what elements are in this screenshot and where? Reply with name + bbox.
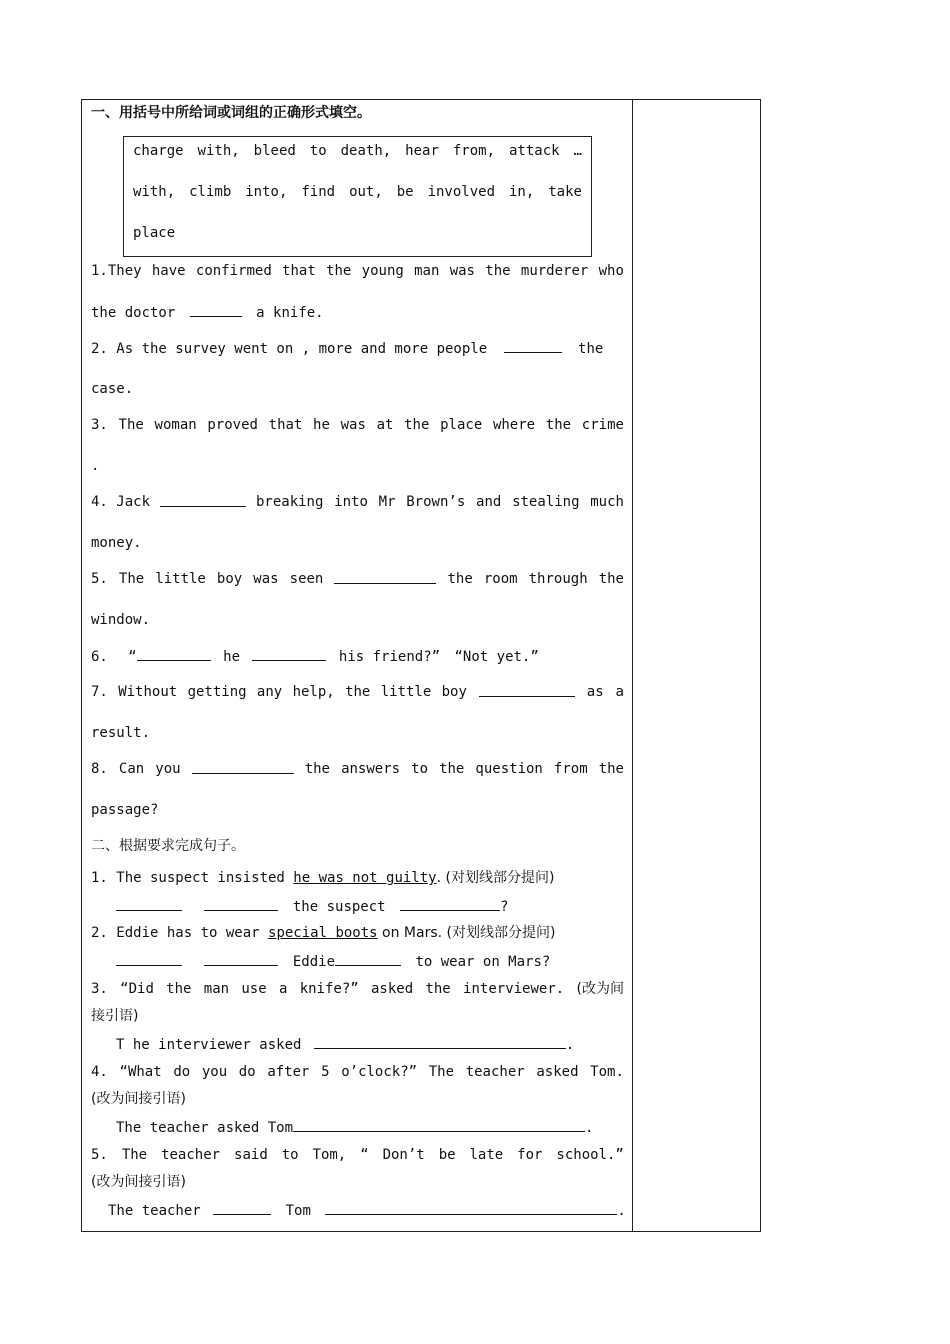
question-3-line-1 bbox=[91, 415, 624, 435]
sentence-3-answer-line bbox=[116, 1034, 574, 1055]
q8-word: you bbox=[155, 761, 181, 777]
q6-word: he bbox=[223, 649, 241, 665]
sentence-1-line-1 bbox=[91, 868, 554, 888]
sentence-2-answer-line bbox=[116, 951, 550, 972]
part2-heading: 二、根据要求完成句子。 bbox=[91, 838, 245, 854]
word-bank-word: in, bbox=[508, 184, 535, 200]
q3-word: was bbox=[340, 417, 366, 433]
q8-word: the bbox=[304, 761, 330, 777]
s5-word: be bbox=[438, 1147, 456, 1163]
sentence-5-line-1 bbox=[91, 1145, 624, 1165]
word-bank-line-1 bbox=[133, 141, 582, 161]
s4-word: 5 bbox=[321, 1064, 330, 1080]
q4-word: and bbox=[476, 494, 502, 510]
q4-text-b bbox=[256, 492, 624, 512]
q8-word: the bbox=[439, 761, 465, 777]
q4-word: into bbox=[334, 494, 368, 510]
q3-word: The bbox=[118, 417, 144, 433]
q7-blank[interactable] bbox=[479, 682, 575, 697]
s5-word: Tom, bbox=[312, 1147, 347, 1163]
word-bank-word: from, bbox=[452, 143, 496, 159]
part1-heading: 一、用括号中所给词或词组的正确形式填空。 bbox=[91, 105, 371, 121]
q8-word: the bbox=[598, 761, 624, 777]
q1-word: that bbox=[282, 263, 316, 279]
q8-word: Can bbox=[118, 761, 145, 777]
q5-word: was bbox=[253, 571, 279, 587]
word-bank-word: take bbox=[548, 184, 582, 200]
q4-word: Brown’s bbox=[406, 494, 466, 510]
word-bank-word: climb bbox=[189, 184, 232, 200]
s5-word: “ bbox=[360, 1147, 369, 1163]
s1-blank-1[interactable] bbox=[116, 896, 182, 911]
q1-word: the bbox=[326, 263, 352, 279]
q8-word: question bbox=[475, 761, 543, 777]
s4-word: “What bbox=[119, 1064, 162, 1080]
s3-word: (改为间 bbox=[576, 981, 624, 997]
word-bank-word: bleed bbox=[253, 143, 296, 159]
s2-underlined: special boots bbox=[268, 925, 378, 941]
s4-word: do bbox=[173, 1064, 191, 1080]
q1-blank[interactable] bbox=[190, 302, 242, 317]
s4-word: The bbox=[428, 1064, 455, 1080]
s4-word: 4. bbox=[91, 1064, 108, 1080]
q6-quote: “ bbox=[128, 649, 137, 665]
sentence-1-answer-line bbox=[116, 896, 508, 917]
q4-word: Mr bbox=[378, 494, 396, 510]
q2-text-b: the bbox=[578, 341, 604, 357]
q1-word: was bbox=[449, 263, 475, 279]
q3-word: the bbox=[545, 417, 572, 433]
word-bank-word: with, bbox=[133, 184, 176, 200]
s5-blank-1[interactable] bbox=[213, 1200, 271, 1215]
word-bank-word: charge bbox=[133, 143, 184, 159]
q3-word: place bbox=[440, 417, 483, 433]
q5-blank[interactable] bbox=[334, 569, 436, 584]
word-bank-word: … bbox=[573, 143, 582, 159]
q5-word: the bbox=[598, 571, 624, 587]
q5-word: The bbox=[118, 571, 145, 587]
question-5-line-2: window. bbox=[91, 612, 151, 628]
q6-word: his friend?” bbox=[338, 649, 441, 665]
sentence-3-line-2: 接引语) bbox=[91, 1008, 139, 1024]
q5-word: little bbox=[155, 571, 206, 587]
q1-word: the bbox=[485, 263, 511, 279]
word-bank-word: find bbox=[301, 184, 336, 200]
s3-blank[interactable] bbox=[314, 1034, 566, 1049]
question-7-line-2: result. bbox=[91, 725, 151, 741]
s3-word: a bbox=[278, 981, 288, 997]
sentence-2-line-1 bbox=[91, 923, 555, 943]
q4-word: much bbox=[590, 494, 624, 510]
s5-text-c2: Tom bbox=[285, 1203, 311, 1219]
word-bank-line-2 bbox=[133, 182, 582, 202]
s2-blank-3[interactable] bbox=[335, 951, 401, 966]
q7-word: getting bbox=[187, 684, 247, 700]
s3-word: “Did bbox=[120, 981, 154, 997]
q7-text-a bbox=[91, 682, 467, 702]
q1-word: murderer bbox=[520, 263, 589, 279]
s3-word: asked bbox=[371, 981, 414, 997]
q4-blank[interactable] bbox=[160, 492, 246, 507]
q3-word: where bbox=[492, 417, 536, 433]
q4-text-a: 4. Jack bbox=[91, 494, 151, 510]
q3-word: 3. bbox=[91, 417, 108, 433]
q1-word: confirmed bbox=[195, 263, 272, 279]
q8-blank[interactable] bbox=[192, 759, 294, 774]
s5-word: teacher bbox=[161, 1147, 221, 1163]
s4-word: after bbox=[267, 1064, 310, 1080]
q6-blank-1[interactable] bbox=[137, 646, 211, 661]
word-bank-word: involved bbox=[427, 184, 496, 200]
s4-word: do bbox=[238, 1064, 256, 1080]
word-bank-word: death, bbox=[340, 143, 392, 159]
s5-word: to bbox=[281, 1147, 299, 1163]
sentence-4-line-1 bbox=[91, 1062, 624, 1082]
s4-word: o’clock?” bbox=[341, 1064, 418, 1080]
s3-end: . bbox=[565, 1037, 575, 1053]
word-bank-word: attack bbox=[508, 143, 560, 159]
s5-blank-2[interactable] bbox=[325, 1200, 617, 1215]
q7-word: the bbox=[345, 684, 371, 700]
s2-text-r2: to wear on Mars? bbox=[415, 954, 551, 970]
s4-blank[interactable] bbox=[293, 1117, 585, 1132]
q6-word: “Not yet.” bbox=[454, 649, 539, 665]
question-4-line-1 bbox=[91, 492, 624, 512]
sentence-3-line-1 bbox=[91, 979, 624, 999]
s5-word: 5. bbox=[91, 1147, 108, 1163]
question-2-line-2: case. bbox=[91, 381, 134, 397]
s5-word: for bbox=[517, 1147, 543, 1163]
word-bank-word: with, bbox=[197, 143, 240, 159]
s3-word: knife?” bbox=[299, 981, 359, 997]
s3-word: man bbox=[203, 981, 230, 997]
s4-word: asked bbox=[536, 1064, 579, 1080]
question-8-line-1 bbox=[91, 759, 624, 779]
s1-blank-2[interactable] bbox=[204, 896, 278, 911]
q1-word: young bbox=[361, 263, 404, 279]
sentence-5-line-2: (改为间接引语) bbox=[91, 1174, 186, 1190]
q3-word: the bbox=[404, 417, 430, 433]
sentence-4-line-2: (改为间接引语) bbox=[91, 1091, 186, 1107]
question-1-line-1 bbox=[91, 261, 624, 281]
s1-underlined: he was not guilty bbox=[293, 870, 437, 886]
s1-text-c: . (对划线部分提问) bbox=[436, 870, 555, 886]
q5-word: seen bbox=[289, 571, 324, 587]
question-5-line-1 bbox=[91, 569, 624, 589]
s1-blank-3[interactable] bbox=[400, 896, 500, 911]
s5-word: said bbox=[234, 1147, 268, 1163]
s3-word: use bbox=[241, 981, 267, 997]
question-4-line-2: money. bbox=[91, 535, 142, 551]
q7-word: any bbox=[256, 684, 283, 700]
q3-word: proved bbox=[207, 417, 258, 433]
q1-text-b: a knife. bbox=[256, 305, 324, 321]
s4-word: Tom. bbox=[590, 1064, 624, 1080]
question-2-line-1 bbox=[91, 338, 603, 359]
s5-word: late bbox=[469, 1147, 504, 1163]
q6-blank-2[interactable] bbox=[252, 646, 326, 661]
s5-word: The bbox=[121, 1147, 148, 1163]
s3-text-c: T he interviewer asked bbox=[116, 1037, 302, 1053]
word-bank-word: hear bbox=[405, 143, 439, 159]
q1-word: 1.They bbox=[91, 263, 142, 279]
q8-word: to bbox=[411, 761, 428, 777]
q1-text-a: the doctor bbox=[91, 305, 176, 321]
q5-word: through bbox=[528, 571, 588, 587]
q2-text-a: 2. As the survey went on , more and more people bbox=[91, 341, 488, 357]
s5-word: Don’t bbox=[382, 1147, 425, 1163]
q8-word: 8. bbox=[91, 761, 108, 777]
q7-word: 7. bbox=[91, 684, 108, 700]
s4-word: teacher bbox=[465, 1064, 525, 1080]
s2-text-r1: Eddie bbox=[292, 954, 336, 970]
question-3-line-2: . bbox=[91, 458, 100, 474]
q5-word: boy bbox=[216, 571, 243, 587]
q8-word: from bbox=[553, 761, 588, 777]
q7-word: little bbox=[380, 684, 432, 700]
q1-word: have bbox=[151, 263, 186, 279]
q7-word: help, bbox=[292, 684, 335, 700]
q7-word: Without bbox=[118, 684, 178, 700]
s1-text-r: the suspect bbox=[292, 899, 386, 915]
s2-text-a: 2. Eddie has to wear bbox=[91, 925, 269, 941]
q2-blank[interactable] bbox=[504, 338, 562, 353]
q3-word: he bbox=[313, 417, 330, 433]
s4-end: . bbox=[585, 1120, 594, 1136]
s2-blank-1[interactable] bbox=[116, 951, 182, 966]
word-bank-box bbox=[123, 136, 592, 257]
question-1-line-2 bbox=[91, 302, 324, 323]
q5-word: the bbox=[447, 571, 473, 587]
s3-word: the bbox=[425, 981, 451, 997]
s5-word: school.” bbox=[556, 1147, 624, 1163]
column-divider bbox=[632, 99, 633, 1232]
s5-end: . bbox=[617, 1203, 626, 1219]
word-bank-word: to bbox=[309, 143, 327, 159]
question-6-line bbox=[91, 646, 539, 667]
s3-word: the bbox=[166, 981, 192, 997]
q7-word: as bbox=[586, 684, 604, 700]
q5-word: 5. bbox=[91, 571, 108, 587]
s2-text-c: on Mars. (对划线部分提问) bbox=[377, 925, 556, 941]
q8-word: answers bbox=[341, 761, 401, 777]
sentence-4-answer-line bbox=[116, 1117, 593, 1138]
s1-text-a: 1. The suspect insisted bbox=[91, 870, 294, 886]
q6-number: 6. bbox=[91, 649, 108, 665]
question-8-line-2: passage? bbox=[91, 802, 159, 818]
word-bank-line-3: place bbox=[133, 225, 176, 241]
s2-blank-2[interactable] bbox=[204, 951, 278, 966]
q5-word: room bbox=[483, 571, 518, 587]
q1-word: man bbox=[414, 263, 440, 279]
sentence-5-answer-line bbox=[108, 1200, 626, 1221]
s4-text-c: The teacher asked Tom bbox=[116, 1120, 294, 1136]
q3-word: woman bbox=[154, 417, 197, 433]
s1-end: ? bbox=[500, 899, 509, 915]
q4-word: stealing bbox=[512, 494, 580, 510]
q7-word: a bbox=[615, 684, 624, 700]
word-bank-word: be bbox=[396, 184, 414, 200]
question-7-line-1 bbox=[91, 682, 624, 702]
q4-word: breaking bbox=[255, 494, 324, 510]
s4-word: you bbox=[201, 1064, 228, 1080]
q1-word: who bbox=[598, 263, 624, 279]
s3-word: 3. bbox=[91, 981, 108, 997]
q3-word: crime bbox=[581, 417, 624, 433]
s5-text-c1: The teacher bbox=[108, 1203, 201, 1219]
q3-word: at bbox=[376, 417, 394, 433]
q3-word: that bbox=[268, 417, 303, 433]
s3-word: interviewer. bbox=[463, 981, 565, 997]
word-bank-word: into, bbox=[245, 184, 288, 200]
q7-word: boy bbox=[441, 684, 467, 700]
word-bank-word: out, bbox=[349, 184, 383, 200]
